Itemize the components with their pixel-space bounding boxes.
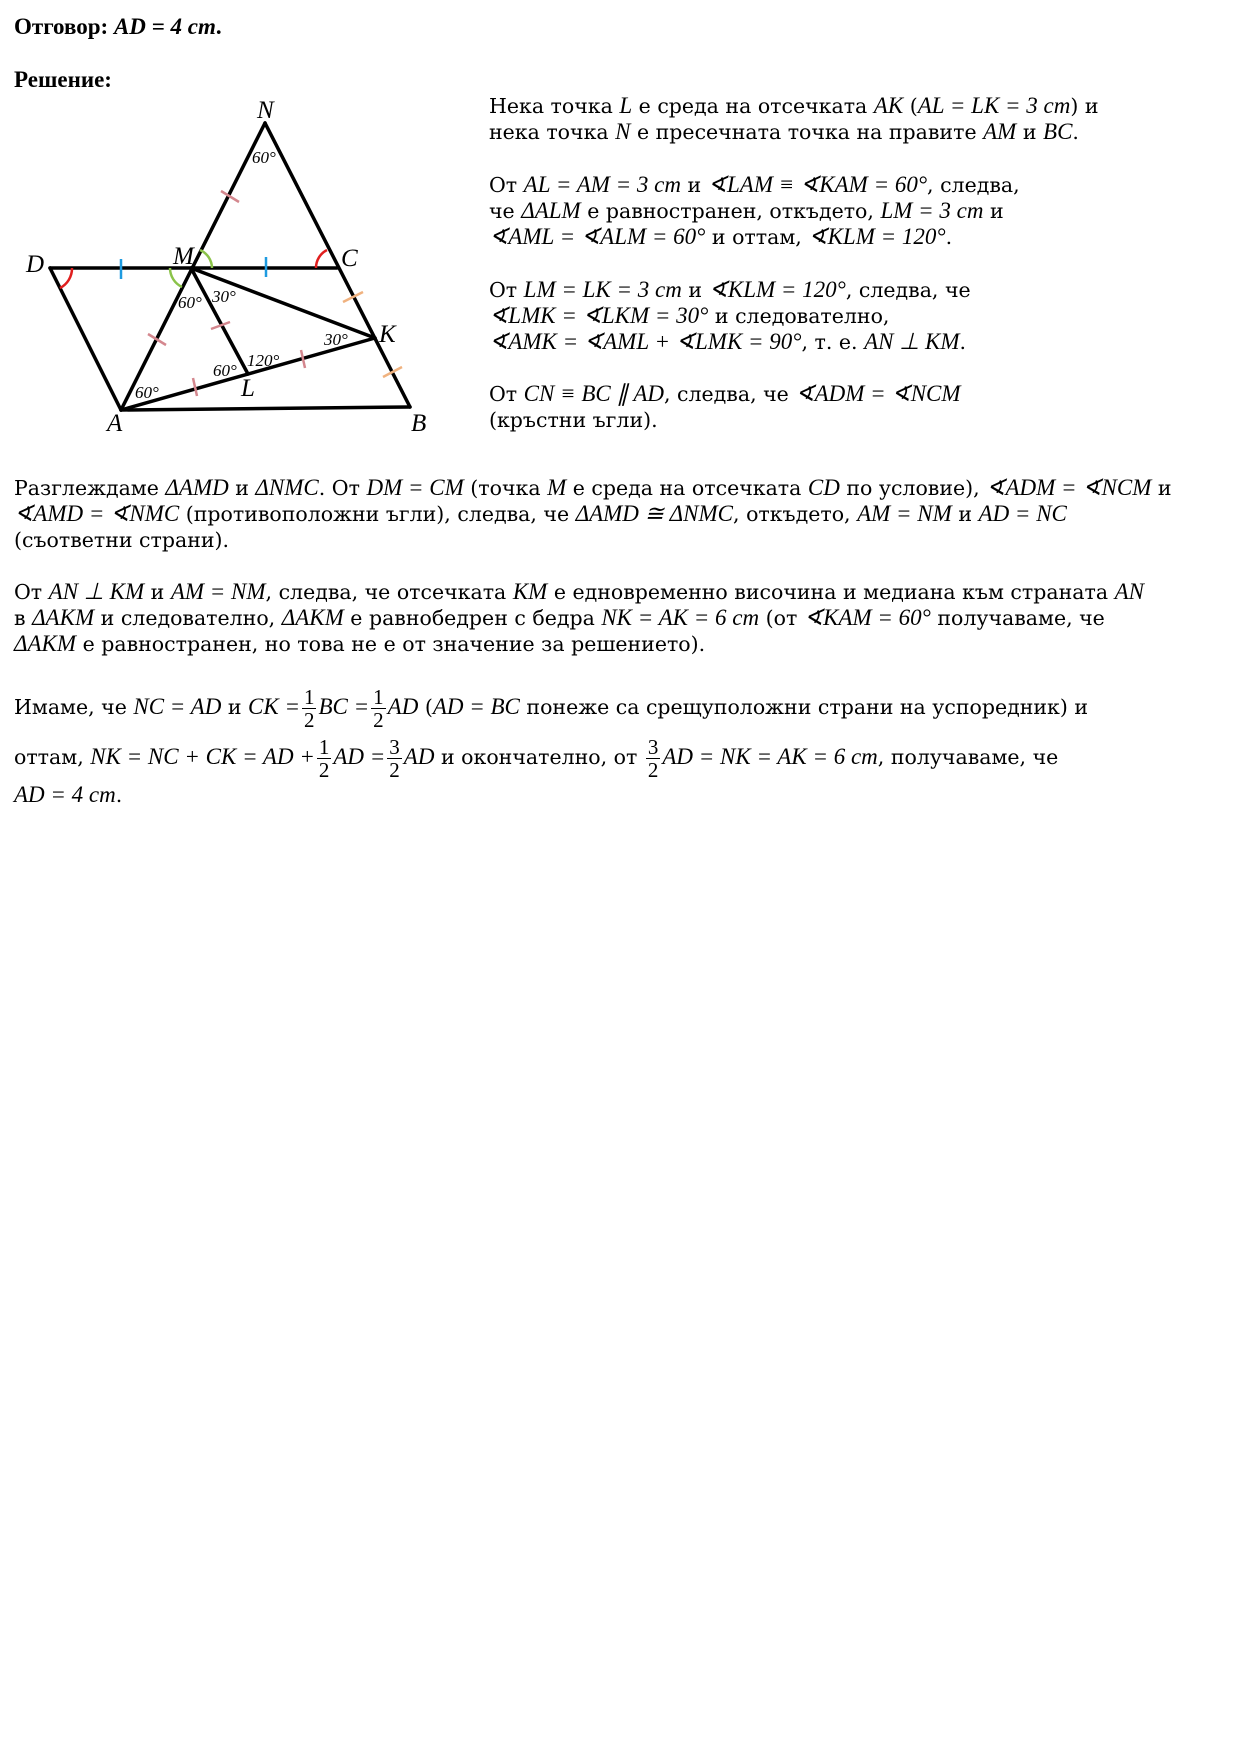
label-point-N: N (257, 97, 274, 124)
text-segment: . (945, 225, 953, 249)
formula-line-1: Имаме, че NC = AD и CK = $\frac{1}{2}$ BC = $\frac{1}{2}$ AD (AD = BC понеже са срещуположни страни на успоредник) и (14, 685, 1089, 732)
answer-line (14, 14, 222, 40)
math-segment: AL = LK = 3 cm (917, 93, 1071, 118)
angle-label-N: 60° (252, 148, 276, 167)
math-segment: M (547, 475, 567, 500)
math-segment: ΔNMC (255, 475, 319, 500)
math-segment: L (619, 93, 633, 118)
math-segment: N (615, 119, 631, 144)
math-segment: ∢AMD = ∢NMC (14, 501, 180, 526)
math-segment: ∢ADM = ∢NCM (986, 475, 1152, 500)
text-segment: е равнобедрен с бедра (343, 606, 602, 630)
math-segment: ∢ADM = ∢NCM (795, 381, 961, 406)
math-segment: ΔAKM (14, 631, 77, 656)
side-paragraph-2 (489, 172, 1020, 250)
label-point-M: M (173, 243, 194, 270)
segment-DA (50, 268, 121, 410)
text-segment: От (489, 173, 524, 197)
geometry-figure (0, 90, 470, 450)
math-segment: ΔAMD ≅ ΔNMC (575, 501, 734, 526)
text-segment: . (1072, 120, 1079, 144)
math-segment: ∢AMK = ∢AML + ∢LMK = 90° (489, 329, 802, 354)
math-segment: BC (1043, 119, 1073, 144)
label-point-L: L (241, 375, 255, 402)
text-segment: и (1151, 476, 1172, 500)
text-segment: е пресечната точка на правите (630, 120, 984, 144)
text-segment: е едновременно височина и медиана към страната (547, 580, 1115, 604)
text-segment: (кръстни ъгли). (489, 408, 658, 432)
math-segment: ∢KLM = 120° (708, 277, 846, 302)
angle-label-K30: 30° (324, 330, 348, 349)
text-line (14, 631, 1144, 657)
angle-arc-M-bottom (170, 268, 182, 287)
text-line (14, 475, 1172, 501)
text-segment: , откъдето, (733, 502, 858, 526)
side-paragraph-1 (489, 93, 1099, 145)
text-segment: . От (318, 476, 367, 500)
text-segment: и (144, 580, 171, 604)
math-segment: ∢LMK = ∢LKM = 30° (489, 303, 709, 328)
math-segment: AM = NM (170, 579, 266, 604)
math-segment: AM (983, 119, 1017, 144)
text-line (489, 277, 971, 303)
text-segment: е среда на отсечката (632, 94, 874, 118)
text-segment: ) и (1070, 94, 1099, 118)
text-segment: От (489, 278, 524, 302)
text-segment: Нека точка (489, 94, 620, 118)
text-segment: и (1016, 120, 1044, 144)
math-segment: AM = NM (857, 501, 952, 526)
math-segment: ∢AML = ∢ALM = 60° (489, 224, 706, 249)
answer-dot: . (215, 14, 222, 39)
label-point-K: K (379, 321, 396, 348)
angle-label-L120: 120° (247, 351, 280, 370)
text-line (489, 119, 1099, 145)
text-line (14, 501, 1172, 527)
text-segment: и (681, 278, 709, 302)
angle-arc-D (60, 268, 72, 288)
text-segment: (съответни страни). (14, 528, 230, 552)
text-segment: ( (903, 94, 918, 118)
text-segment: нека точка (489, 120, 616, 144)
math-segment: AK (873, 93, 904, 118)
label-point-B: B (411, 410, 427, 437)
text-segment: и (951, 502, 979, 526)
text-line (14, 579, 1144, 605)
text-line (489, 303, 971, 329)
math-segment: DM = CM (366, 475, 464, 500)
angle-label-M60: 60° (178, 293, 202, 312)
math-segment: CN ≡ BC ∥ AD (523, 381, 665, 406)
math-segment: AN ⊥ KM (864, 329, 960, 354)
body-paragraph-3 (14, 682, 1088, 808)
math-segment: LM = LK = 3 cm (523, 277, 682, 302)
math-segment: CD (807, 475, 840, 500)
math-segment: ∢LAM ≡ ∢KAM = 60° (707, 172, 928, 197)
label-point-D: D (26, 251, 45, 278)
text-segment: получаваме, че (930, 606, 1105, 630)
text-segment: и следователно, (708, 304, 890, 328)
body-paragraph-1 (14, 475, 1172, 553)
text-segment: , следва, (927, 173, 1020, 197)
math-segment: NK = AK = 6 cm (601, 605, 760, 630)
text-line (489, 172, 1020, 198)
text-segment: че (489, 199, 522, 223)
text-segment: (от (759, 606, 804, 630)
text-line (489, 198, 1020, 224)
angle-label-M30: 30° (212, 287, 236, 306)
segment-ML (191, 268, 248, 374)
text-segment: (противоположни ъгли), следва, че (179, 502, 576, 526)
text-segment: От (489, 382, 524, 406)
label-point-C: C (341, 245, 358, 272)
angle-arc-C (316, 250, 327, 268)
math-segment: LM = 3 cm (880, 198, 984, 223)
math-segment: ∢KAM = 60° (803, 605, 931, 630)
side-paragraph-3 (489, 277, 971, 355)
text-segment: , следва, че (664, 382, 796, 406)
text-segment: и (228, 476, 256, 500)
text-line (489, 224, 1020, 250)
fraction: $\frac{1}{2}$ (373, 685, 384, 732)
text-line (14, 527, 1172, 553)
fraction: $\frac{3}{2}$ (389, 735, 400, 782)
math-segment: AN ⊥ KM (48, 579, 145, 604)
text-segment: и следователно, (94, 606, 282, 630)
fraction: $\frac{1}{2}$ (318, 735, 330, 782)
angle-label-A60: 60° (135, 383, 159, 402)
text-segment: е среда на отсечката (566, 476, 808, 500)
text-segment: , следва, че отсечката (265, 580, 513, 604)
text-segment: в (14, 606, 33, 630)
text-segment: и (681, 173, 708, 197)
math-segment: KM (512, 579, 548, 604)
answer-expr: AD = 4 cm (113, 14, 216, 39)
formula-line-2: оттам, NK = NC + CK = AD + $\frac{1}{2}$ AD = $\frac{3}{2}$ AD и окончателно, от $\frac{3}{2}$ AD = NK = AK = 6 cm, получаваме, че (14, 735, 1059, 782)
angle-label-L60: 60° (213, 361, 237, 380)
formula-line-3: AD = 4 cm. (14, 782, 123, 807)
answer-label: Отговор (14, 14, 101, 39)
fraction: $\frac{3}{2}$ (647, 735, 659, 782)
math-segment: ΔAMD (165, 475, 229, 500)
side-paragraph-4 (489, 381, 961, 433)
text-line (489, 407, 961, 433)
text-segment: е равностранен, откъдето, (580, 199, 881, 223)
math-segment: ΔALM (521, 198, 581, 223)
text-line (489, 93, 1099, 119)
text-segment: (точка (463, 476, 548, 500)
body-paragraph-2 (14, 579, 1144, 657)
text-segment: . (959, 330, 967, 354)
text-segment: и оттам, (705, 225, 809, 249)
text-line (14, 605, 1144, 631)
segment-AB (121, 407, 410, 410)
solution-label: Решение (14, 67, 105, 92)
math-segment: AN (1114, 579, 1144, 604)
text-segment: , т. е. (801, 330, 865, 354)
math-segment: ΔAKM (281, 605, 344, 630)
fraction: $\frac{1}{2}$ (303, 685, 315, 732)
math-segment: AL = AM = 3 cm (523, 172, 681, 197)
text-line (489, 381, 961, 407)
text-line (489, 329, 971, 355)
label-point-A: A (107, 410, 123, 437)
text-segment: по условие), (839, 476, 987, 500)
solution-colon: : (104, 67, 112, 92)
math-segment: ΔAKM (32, 605, 95, 630)
answer-colon: : (100, 14, 114, 39)
math-segment: AD = NC (978, 501, 1067, 526)
math-segment: ∢KLM = 120° (808, 224, 946, 249)
text-segment: и (983, 199, 1004, 223)
text-segment: Разглеждаме (14, 476, 166, 500)
text-segment: е равностранен, но това не е от значение за решението). (76, 632, 706, 656)
text-segment: , следва, че (845, 278, 971, 302)
text-segment: От (14, 580, 49, 604)
